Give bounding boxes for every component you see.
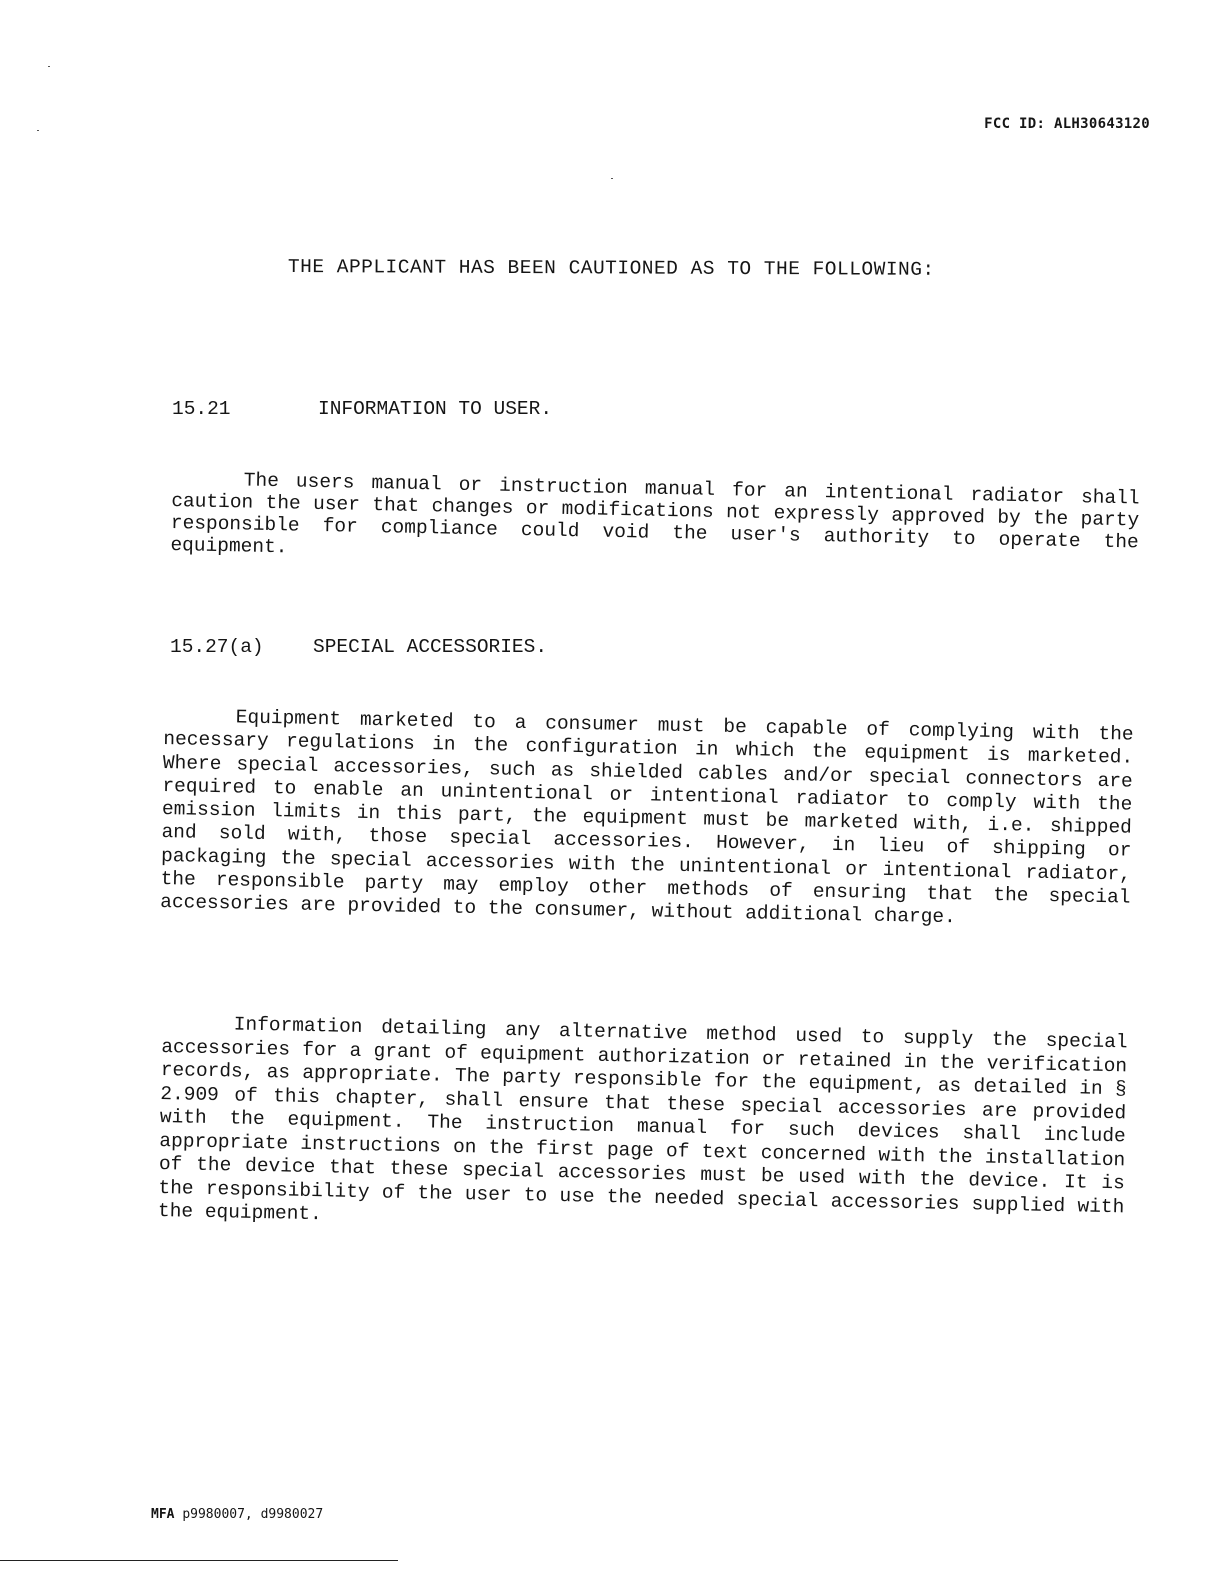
footer-document-ids: p9980007, d9980027 xyxy=(182,1507,324,1522)
section-number: 15.21 xyxy=(172,398,231,420)
scan-speck xyxy=(48,66,50,67)
section-heading-15-27a xyxy=(170,636,547,658)
special-accessories-paragraph-2: Information detailing any alternative method used to supply the special accessories for a grant of equipment authorization or retained in the verification records, as appropriate. The party responsible for the equipment, as detailed in § 2.909 of this chapter, shall ensure that these special accessories are provided with the equipment. The instruction manual for such devices shall include appropriate instructions on the first page of text concerned with the installation of the device that these special accessories must be used with the device. It is the responsibility of the user to use the needed special accessories supplied with the equipment. xyxy=(157,1013,1128,1226)
information-to-user-paragraph: The users manual or instruction manual for an intentional radiator shall caution the user that changes or modifications not expressly approved by the party responsible for compliance could void the user's authority to operate the equipment. xyxy=(170,469,1140,559)
footer-prefix: MFA xyxy=(151,1507,175,1522)
caution-heading: THE APPLICANT HAS BEEN CAUTIONED AS TO THE FOLLOWING: xyxy=(287,256,935,281)
scan-speck xyxy=(611,178,613,179)
section-number: 15.27(a) xyxy=(170,636,264,658)
footer-reference xyxy=(151,1507,323,1522)
fcc-id-label: FCC ID: ALH30643120 xyxy=(984,116,1150,132)
section-title: INFORMATION TO USER. xyxy=(318,398,553,420)
section-heading-15-21 xyxy=(172,398,552,420)
scan-speck xyxy=(37,130,39,131)
section-title: SPECIAL ACCESSORIES. xyxy=(313,636,548,658)
special-accessories-paragraph-1: Equipment marketed to a consumer must be capable of complying with the necessary regulations in the configuration in which the equipment is marketed. Where special accessories, such as shielded cables and/or special connectors are required to enable an unintentional or intentional radiator to comply with the emission limits in this part, the equipment must be marketed with, i.e. shipped and sold with, those special accessories. However, in lieu of shipping or packaging the special accessories with the unintentional or intentional radiator, the responsible party may employ other methods of ensuring that the special accessories are provided to the consumer, without additional charge. xyxy=(159,706,1134,929)
bottom-rule xyxy=(0,1560,398,1561)
